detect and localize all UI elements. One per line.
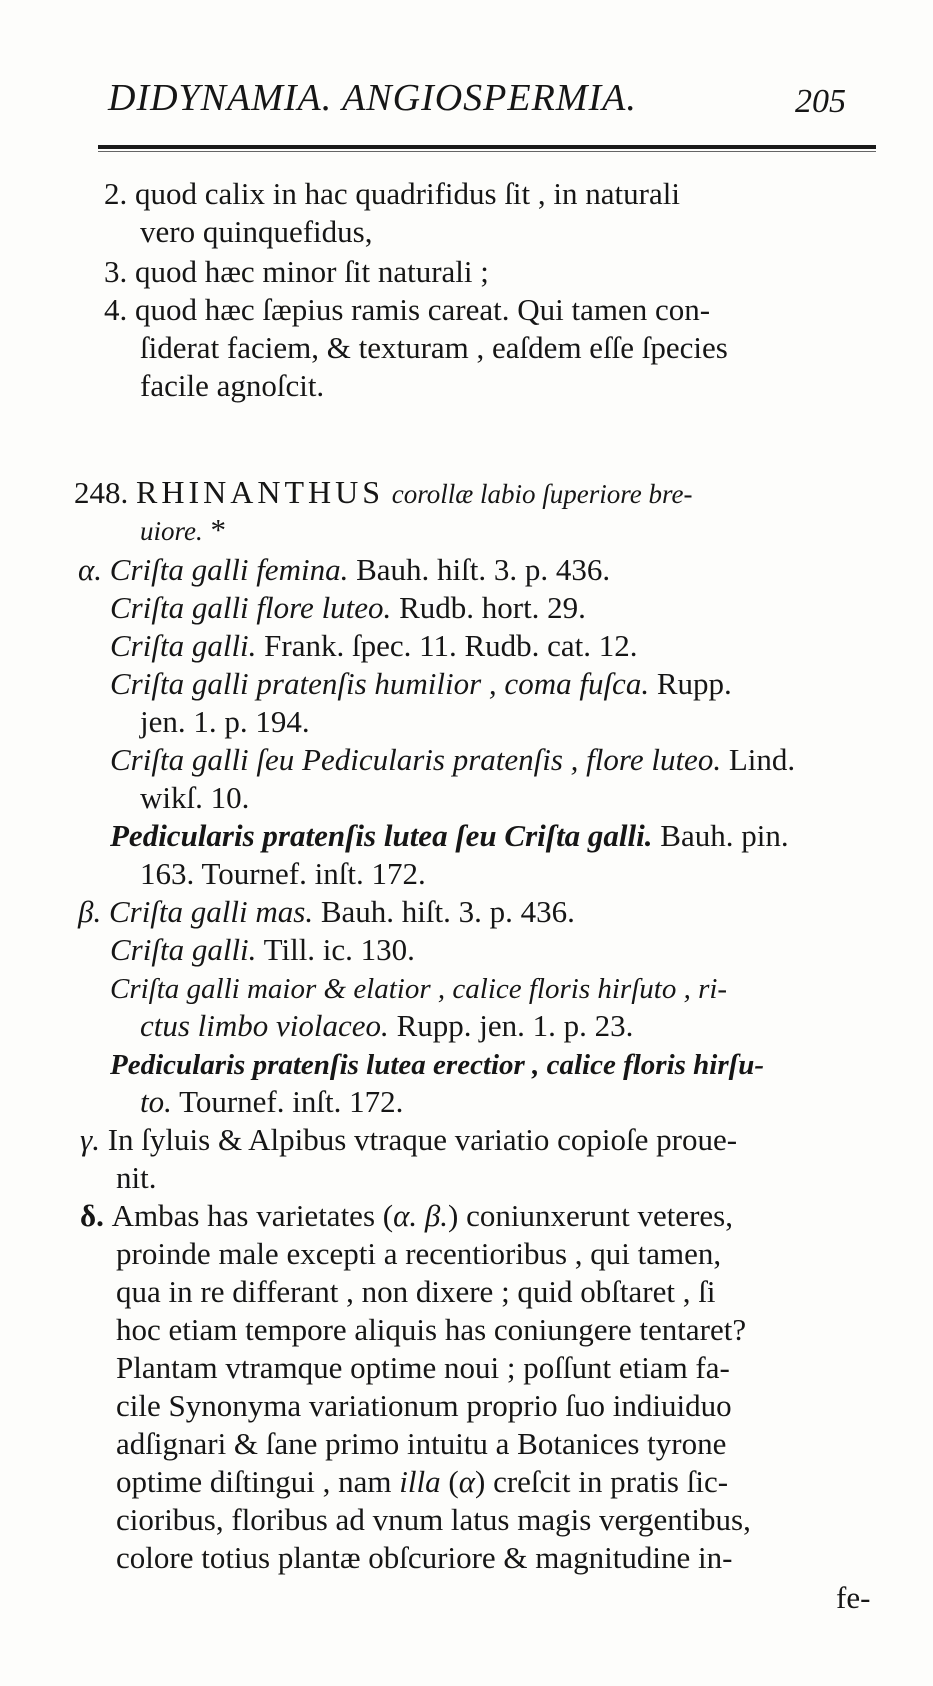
synonym-name: Criſta galli ſeu Pedicularis pratenſis , flore luteo. bbox=[110, 742, 722, 777]
intro-line-3: 3. quod hæc minor ſit naturali ; bbox=[104, 254, 489, 289]
delta-line-5: Plantam vtramque optime noui ; poſſunt etiam fa- bbox=[116, 1350, 730, 1385]
synonym-name: Criſta galli. bbox=[110, 628, 257, 663]
delta-text: optime diſtingui , nam bbox=[116, 1464, 392, 1499]
alpha-synonym-3 bbox=[110, 628, 638, 664]
alpha-synonym-1 bbox=[78, 552, 610, 588]
header-rule bbox=[98, 145, 876, 149]
beta-synonym-4 bbox=[110, 1046, 764, 1083]
intro-line-6: facile agnoſcit. bbox=[140, 368, 325, 403]
alpha-synonym-2 bbox=[110, 590, 586, 626]
delta-line-10: colore totius plantæ obſcuriore & magnitudine in- bbox=[116, 1540, 733, 1575]
genus-description-cont: uiore. bbox=[140, 516, 203, 546]
synonym-name: Criſta galli pratenſis humilior , coma fuſca. bbox=[110, 666, 650, 701]
synonym-name: Criſta galli. bbox=[110, 932, 257, 967]
intro-line-4: 4. quod hæc ſæpius ramis careat. Qui tamen con- bbox=[104, 292, 711, 327]
alpha-synonym-5 bbox=[110, 742, 795, 778]
delta-text: Ambas has varietates ( bbox=[111, 1198, 394, 1233]
synonym-reference: Rupp. jen. 1. p. 23. bbox=[396, 1008, 634, 1043]
delta-line-3: qua in re differant , non dixere ; quid obſtaret , ſi bbox=[116, 1274, 716, 1309]
gamma-mark: γ. bbox=[80, 1122, 100, 1157]
synonym-reference: Frank. ſpec. 11. Rudb. cat. 12. bbox=[264, 628, 638, 663]
beta-synonym-3-cont bbox=[140, 1008, 633, 1044]
alpha-synonym-4 bbox=[110, 666, 732, 702]
header-rule-thin bbox=[98, 151, 876, 152]
synonym-name: to. bbox=[140, 1084, 172, 1119]
delta-text-italic: illa bbox=[399, 1464, 441, 1499]
alpha-synonym-5-cont: wikſ. 10. bbox=[140, 780, 250, 815]
delta-line-1 bbox=[80, 1198, 733, 1234]
synonym-reference: Rudb. hort. 29. bbox=[399, 590, 586, 625]
delta-text-italic: α. β. bbox=[393, 1198, 449, 1233]
genus-name: RHINANTHUS bbox=[136, 474, 384, 510]
synonym-reference: Bauh. hiſt. 3. p. 436. bbox=[320, 894, 575, 929]
delta-mark: δ. bbox=[80, 1198, 104, 1233]
synonym-name: Pedicularis pratenſis lutea erectior , calice floris hirſu- bbox=[110, 1049, 765, 1081]
delta-line-6: cile Synonyma variationum proprio ſuo indiuiduo bbox=[116, 1388, 732, 1423]
beta-mark: β. bbox=[78, 894, 102, 929]
synonym-name: Criſta galli mas. bbox=[108, 894, 314, 929]
synonym-reference: Rupp. bbox=[656, 666, 732, 701]
synonym-reference: Bauh. pin. bbox=[660, 818, 789, 853]
intro-line-1: 2. quod calix in hac quadrifidus ſit , in naturali bbox=[104, 176, 680, 211]
delta-line-4: hoc etiam tempore aliquis has coniungere tentaret? bbox=[116, 1312, 747, 1347]
gamma-text: In ſyluis & Alpibus vtraque variatio copioſe proue- bbox=[107, 1122, 738, 1157]
delta-line-8 bbox=[116, 1464, 728, 1500]
synonym-reference: Tournef. inſt. 172. bbox=[179, 1084, 404, 1119]
synonym-name: Criſta galli maior & elatior , calice floris hirſuto , ri- bbox=[110, 973, 728, 1005]
intro-line-5: ſiderat faciem, & texturam , eaſdem eſſe ſpecies bbox=[140, 330, 728, 365]
delta-text-italic: α bbox=[458, 1464, 475, 1499]
beta-synonym-4-cont bbox=[140, 1084, 403, 1120]
catchword: fe- bbox=[836, 1580, 871, 1615]
alpha-synonym-6 bbox=[110, 818, 789, 854]
beta-synonym-2 bbox=[110, 932, 415, 968]
running-header-title: DIDYNAMIA. ANGIOSPERMIA. bbox=[108, 77, 637, 119]
intro-line-2: vero quinquefidus, bbox=[140, 214, 373, 249]
delta-text: ) coniunxerunt veteres, bbox=[448, 1198, 733, 1233]
entry-heading-cont bbox=[140, 512, 226, 549]
synonym-reference: Lind. bbox=[728, 742, 796, 777]
delta-line-9: cioribus, floribus ad vnum latus magis vergentibus, bbox=[116, 1502, 751, 1537]
synonym-reference: Bauh. hiſt. 3. p. 436. bbox=[356, 552, 611, 587]
gamma-line-2: nit. bbox=[116, 1160, 157, 1195]
synonym-name: ctus limbo violaceo. bbox=[140, 1008, 389, 1043]
page-number: 205 bbox=[795, 83, 846, 120]
alpha-synonym-4-cont: jen. 1. p. 194. bbox=[140, 704, 310, 739]
delta-text: ( bbox=[448, 1464, 459, 1499]
beta-synonym-3 bbox=[110, 970, 727, 1007]
beta-synonym-1 bbox=[78, 894, 575, 930]
synonym-name: Criſta galli flore luteo. bbox=[110, 590, 392, 625]
entry-heading bbox=[74, 474, 692, 512]
delta-text: ) creſcit in pratis ſic- bbox=[475, 1464, 729, 1499]
synonym-name: Pedicularis pratenſis lutea ſeu Criſta galli. bbox=[110, 818, 653, 853]
asterisk: * bbox=[210, 512, 226, 547]
synonym-reference: Till. ic. 130. bbox=[263, 932, 415, 967]
entry-number: 248. bbox=[74, 475, 129, 510]
alpha-synonym-6-cont: 163. Tournef. inſt. 172. bbox=[140, 856, 426, 891]
delta-line-2: proinde male excepti a recentioribus , qui tamen, bbox=[116, 1236, 722, 1271]
alpha-mark: α. bbox=[78, 552, 103, 587]
genus-description: corollæ labio ſuperiore bre- bbox=[391, 479, 693, 509]
gamma-line-1 bbox=[80, 1122, 737, 1158]
delta-line-7: adſignari & ſane primo intuitu a Botanices tyrone bbox=[116, 1426, 727, 1461]
synonym-name: Criſta galli femina. bbox=[109, 552, 349, 587]
